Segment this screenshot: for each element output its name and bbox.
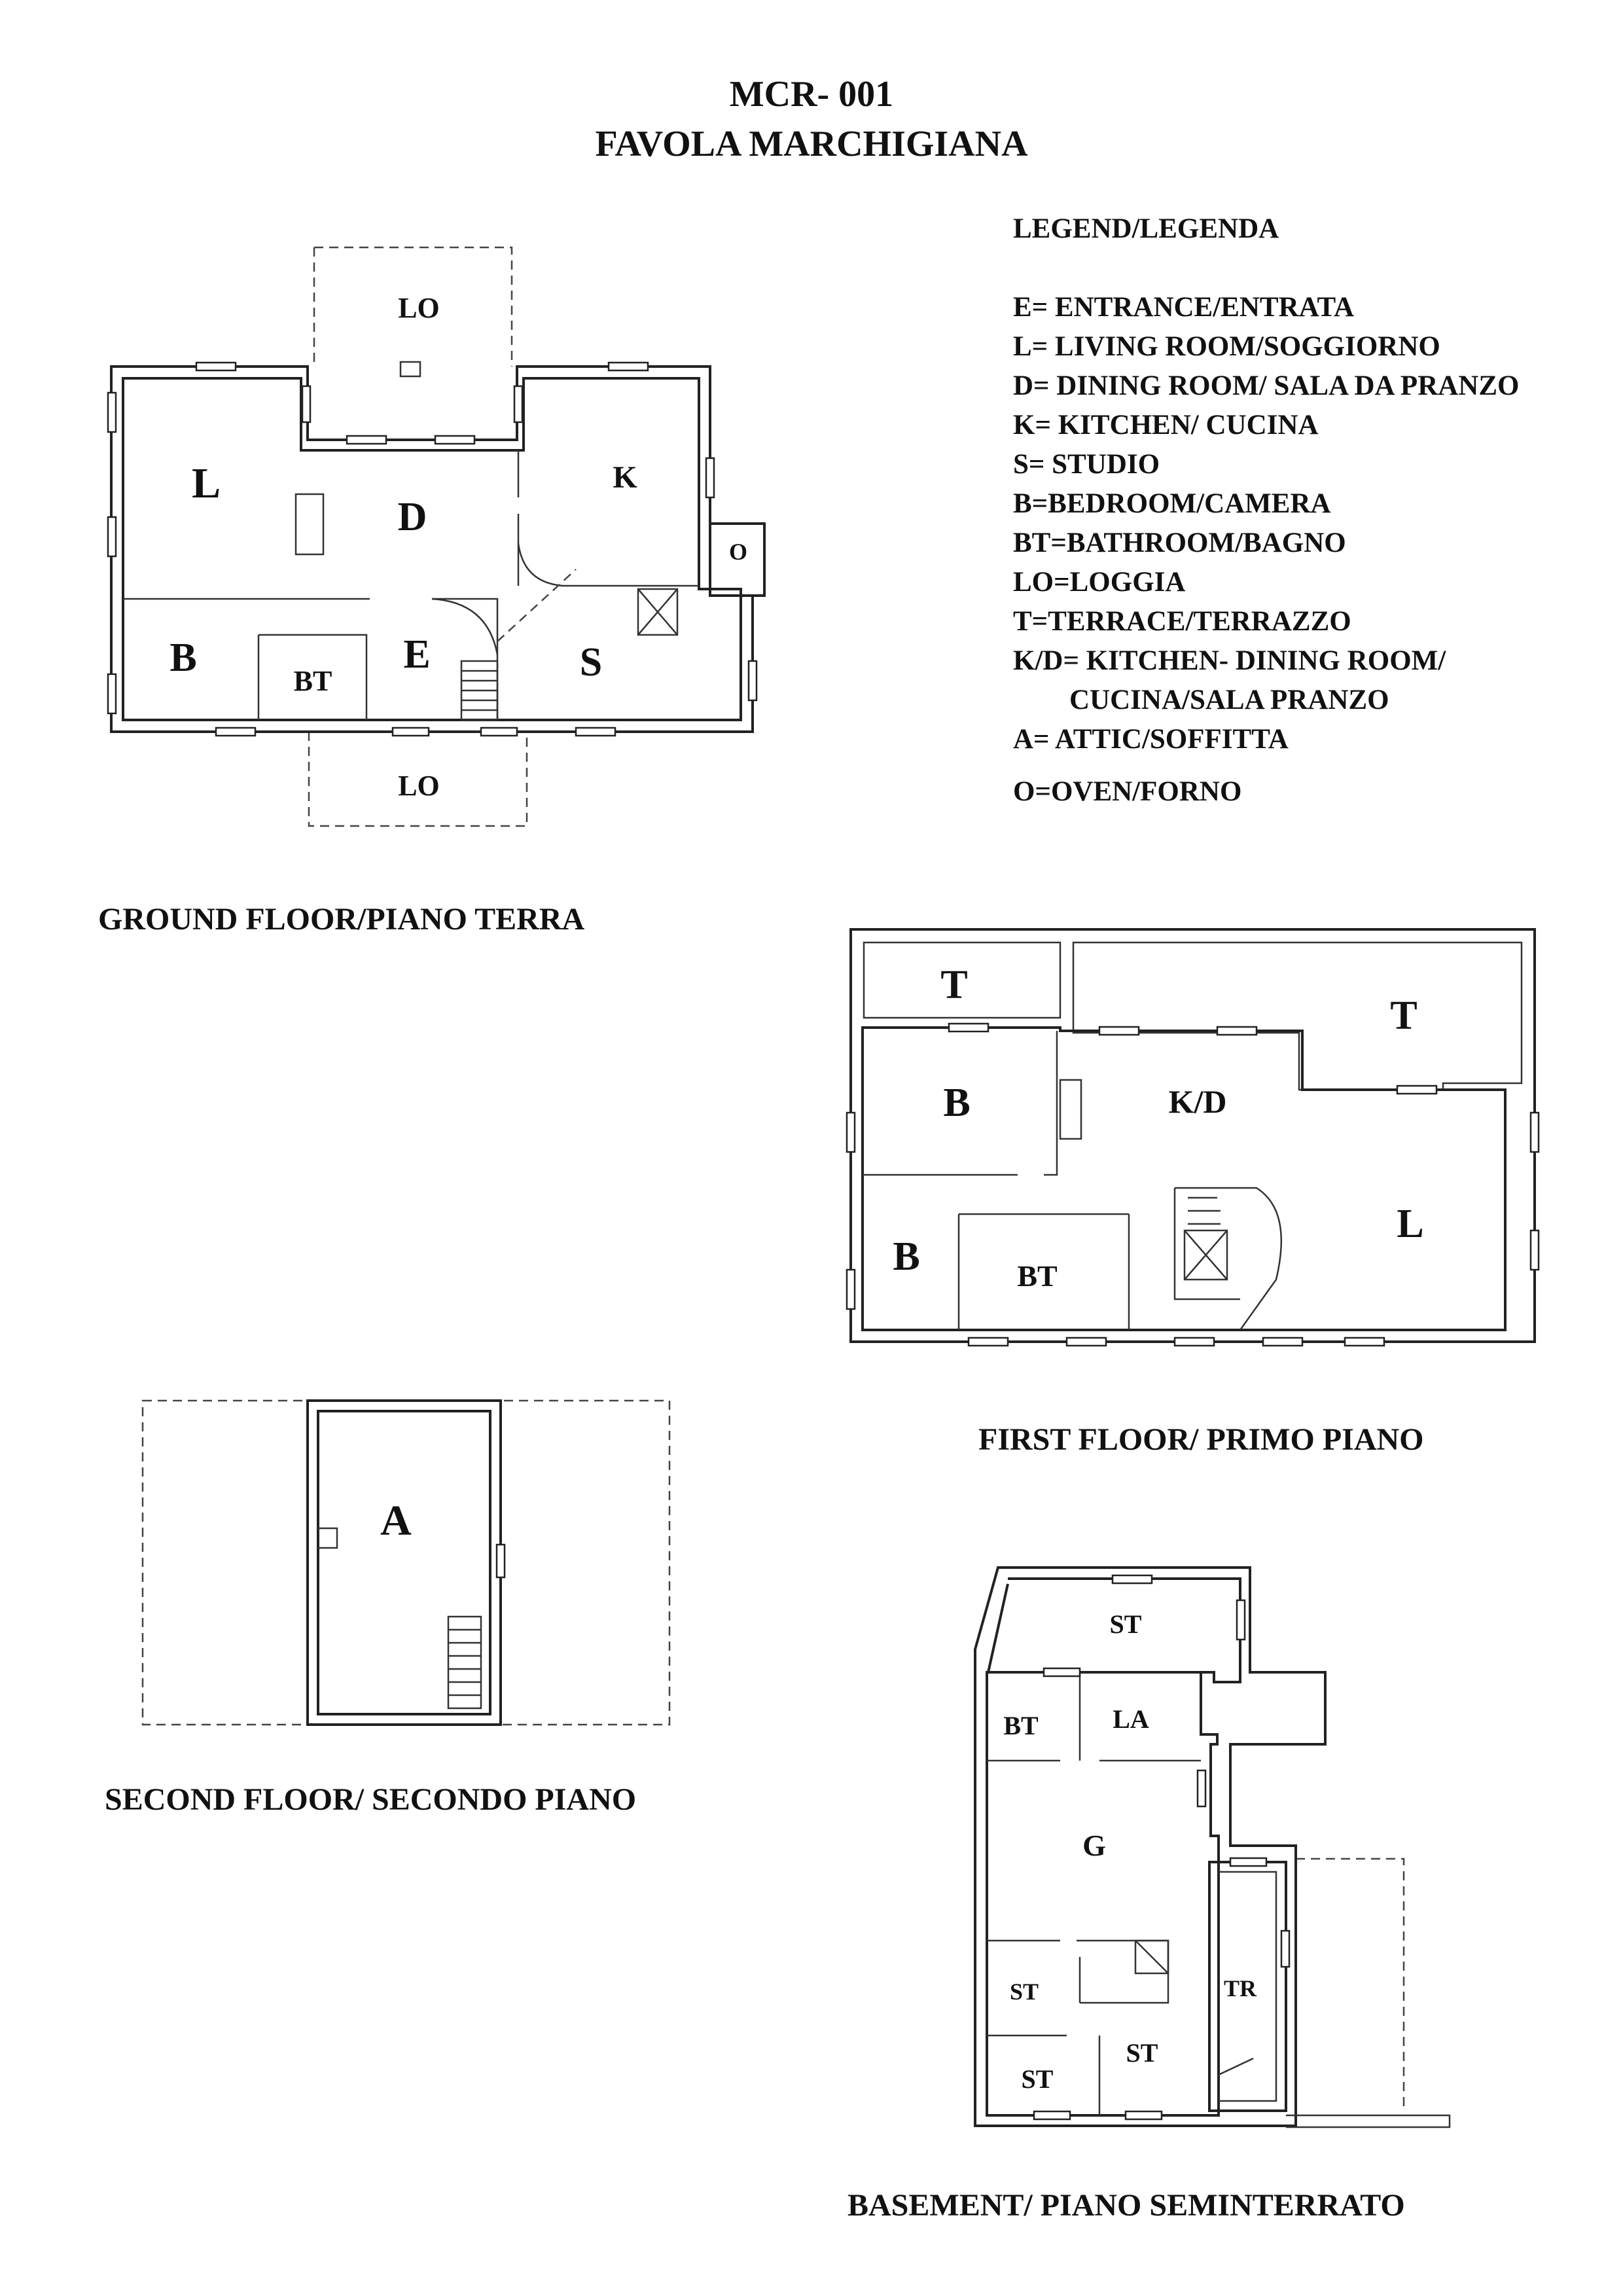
window — [347, 436, 386, 444]
ground-kitchen-curve — [518, 543, 699, 586]
window — [497, 1545, 505, 1577]
room-label-storage: ST — [1009, 1979, 1039, 2005]
window — [1237, 1600, 1245, 1640]
window — [1345, 1338, 1384, 1346]
legend-title: LEGEND/LEGENDA — [1013, 213, 1279, 244]
room-label-entrance: E — [403, 632, 431, 677]
legend-item: LO=LOGGIA — [1013, 567, 1186, 598]
legend-item: S= STUDIO — [1013, 449, 1160, 480]
window — [108, 674, 116, 713]
ground-partition — [432, 599, 497, 720]
window — [1531, 1113, 1539, 1152]
legend-item: BT=BATHROOM/BAGNO — [1013, 528, 1346, 558]
terrace-right-walls — [1073, 942, 1522, 1090]
room-label-attic: A — [380, 1497, 412, 1545]
window — [847, 1113, 855, 1152]
ground-chimney-cross — [638, 589, 677, 635]
first-floor-caption: FIRST FLOOR/ PRIMO PIANO — [978, 1422, 1424, 1457]
basement-caption: BASEMENT/ PIANO SEMINTERRATO — [847, 2188, 1405, 2223]
window — [435, 436, 474, 444]
room-label-studio: S — [579, 640, 603, 685]
first-stair-treads — [1188, 1198, 1221, 1224]
window — [1198, 1770, 1205, 1806]
window — [1263, 1338, 1302, 1346]
first-chimney — [1060, 1080, 1081, 1139]
room-label-bathroom: BT — [1003, 1711, 1039, 1740]
property-name: FAVOLA MARCHIGIANA — [595, 124, 1028, 164]
room-label-storage: ST — [1021, 2064, 1054, 2094]
window — [1397, 1086, 1436, 1094]
legend-item: CUCINA/SALA PRANZO — [1013, 685, 1389, 715]
listing-code: MCR- 001 — [729, 74, 894, 115]
room-label-technical-room: TR — [1223, 1975, 1257, 2001]
window — [969, 1338, 1008, 1346]
legend-item: K/D= KITCHEN- DINING ROOM/ — [1013, 645, 1446, 676]
window — [216, 728, 255, 736]
room-label-oven: O — [728, 539, 748, 565]
basement-hatch-diagonal — [1135, 1941, 1168, 1973]
window — [847, 1270, 855, 1309]
window — [949, 1024, 988, 1031]
window — [1230, 1858, 1266, 1866]
window — [108, 393, 116, 432]
room-label-storage: ST — [1126, 2038, 1158, 2068]
ground-floor-caption: GROUND FLOOR/PIANO TERRA — [98, 902, 585, 937]
room-label-terrace: T — [940, 963, 968, 1007]
basement-terrace-edge — [1286, 2115, 1450, 2127]
room-label-living: L — [191, 459, 221, 507]
window — [576, 728, 615, 736]
legend-item: E= ENTRANCE/ENTRATA — [1013, 292, 1355, 323]
window — [393, 728, 429, 736]
room-label-bedroom: B — [943, 1081, 971, 1125]
window — [609, 363, 648, 370]
window — [1281, 1931, 1289, 1967]
legend-item: O=OVEN/FORNO — [1013, 776, 1242, 807]
room-label-living: L — [1397, 1202, 1424, 1246]
second-floor-caption: SECOND FLOOR/ SECONDO PIANO — [105, 1782, 637, 1817]
legend-item: A= ATTIC/SOFFITTA — [1013, 724, 1289, 755]
window — [302, 386, 310, 422]
room-label-loggia: LO — [398, 292, 440, 324]
window — [1175, 1338, 1214, 1346]
second-floor-plan — [105, 1401, 669, 1817]
window — [1067, 1338, 1106, 1346]
window — [1217, 1027, 1257, 1035]
legend-item: D= DINING ROOM/ SALA DA PRANZO — [1013, 370, 1520, 401]
window — [706, 458, 714, 497]
window — [514, 386, 522, 422]
first-stair-void-cross — [1185, 1230, 1227, 1280]
room-label-kitchen: K — [613, 460, 637, 495]
legend-item: B=BEDROOM/CAMERA — [1013, 488, 1331, 519]
legend-item: T=TERRACE/TERRAZZO — [1013, 606, 1351, 637]
technical-room-door — [1219, 2058, 1253, 2075]
attic-stair-treads — [448, 1630, 481, 1695]
first-floor-plan — [847, 929, 1539, 1457]
room-label-kitchen-dining: K/D — [1168, 1083, 1227, 1120]
window — [749, 661, 757, 700]
window — [1531, 1230, 1539, 1270]
room-label-terrace: T — [1390, 994, 1418, 1038]
window — [1044, 1668, 1080, 1676]
basement-plan — [847, 1568, 1450, 2223]
legend-item: K= KITCHEN/ CUCINA — [1013, 410, 1319, 440]
window — [196, 363, 236, 370]
room-label-loggia: LO — [398, 770, 440, 802]
ground-door-swing — [432, 599, 497, 655]
room-label-bathroom: BT — [1017, 1259, 1058, 1293]
ground-outer-wall — [111, 367, 753, 732]
ground-opening — [497, 569, 576, 641]
ground-inner-wall — [123, 378, 741, 720]
legend-item: L= LIVING ROOM/SOGGIORNO — [1013, 331, 1440, 362]
first-stair — [1175, 1188, 1281, 1330]
room-label-bedroom: B — [169, 636, 197, 680]
room-label-bedroom: B — [893, 1234, 920, 1279]
window — [1099, 1027, 1139, 1035]
ground-stair-treads — [461, 671, 497, 710]
room-label-bathroom: BT — [293, 665, 332, 697]
attic-outer-wall — [308, 1401, 501, 1725]
room-label-storage: ST — [1109, 1609, 1142, 1639]
room-label-garage: G — [1082, 1829, 1106, 1862]
second-roof-outline — [143, 1401, 669, 1725]
window — [108, 517, 116, 556]
window — [1126, 2111, 1162, 2119]
window — [1113, 1575, 1152, 1583]
window — [1034, 2111, 1070, 2119]
room-label-laundry: LA — [1113, 1704, 1149, 1734]
attic-hatch — [317, 1528, 337, 1548]
room-label-dining: D — [397, 495, 427, 539]
ground-floor-plan — [98, 247, 764, 937]
loggia-table — [401, 362, 420, 376]
dining-table — [296, 494, 323, 554]
basement-exterior-outline — [1296, 1859, 1404, 2111]
window — [481, 728, 517, 736]
